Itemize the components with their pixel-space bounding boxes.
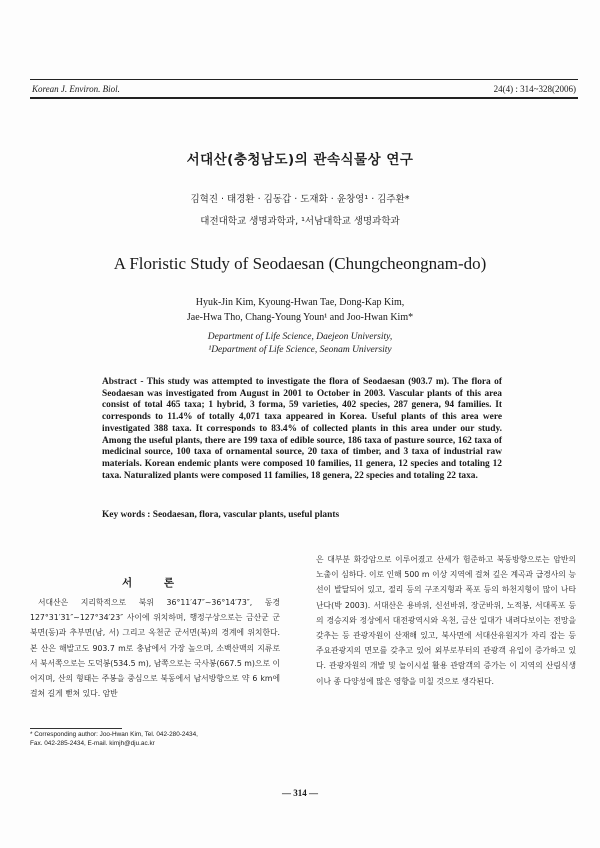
title-english: A Floristic Study of Seodaesan (Chungcheongnam-do) <box>113 254 487 273</box>
section-heading-introduction: 서 론 <box>122 577 188 589</box>
footnote-corresponding-author <box>30 731 300 748</box>
header-rule-top <box>30 79 578 80</box>
footnote-line: Fax. 042-285-2434, E-mail. kimjh@dju.ac.kr <box>30 739 155 747</box>
abstract: Abstract - This study was attempted to investigate the flora of Seodaesan (903.7 m). The flora of Seodaesan was investigated from August in 2001 to October in 2003. Vascular plants of this area consist of total 465 taxa; 1 hybrid, 3 forma, 59 varieties, 402 species, 287 genera, 94 families. It corresponds to 11.4% of totally 4,071 taxa appeared in Korea. Useful plants of this area were investigated 388 taxa. It corresponds to 83.4% of collected plants in this area under our study. Among the useful plants, there are 199 taxa of edible source, 186 taxa of pasture source, 162 taxa of medicinal source, 100 taxa of ornamental source, 20 taxa of timber, and 3 taxa of industrial raw materials. Korean endemic plants were composed 10 families, 11 genera, 12 species and totaling 12 taxa. Naturalized plants were composed 11 families, 18 genera, 22 species and totaling 22 taxa. <box>102 377 502 481</box>
keywords: Key words : Seodaesan, flora, vascular plants, useful plants <box>102 510 340 520</box>
journal-name: Korean J. Environ. Biol. <box>32 84 120 94</box>
citation: 24(4) : 314~328(2006) <box>493 84 576 94</box>
title-korean: 서대산(충청남도)의 관속식물상 연구 <box>186 152 414 168</box>
authors-korean: 김혁진 · 태경환 · 김동갑 · 도재화 · 윤창영¹ · 김주환* <box>190 194 410 205</box>
authors-english <box>0 296 600 325</box>
header-rule-bottom <box>30 97 578 99</box>
running-header <box>32 84 576 94</box>
affiliation-english-line: ¹Department of Life Science, Seonam University <box>208 344 392 355</box>
body-text-right-column: 은 대부분 화강암으로 이루어졌고 산세가 험준하고 북동방향으로는 암반의 노출이 심하다. 이로 인해 500 m 이상 지역에 걸쳐 깊은 계곡과 급경사의 능선이 발달되어 있고, 절리 등의 구조지형과 폭포 등의 하천지형이 많이 나타난다(박 2003). 서대산은 용바위, 신선바위, 장군바위, 노적봉, 서대폭포 등의 경승지와 정상에서 대전광역시와 옥천, 금산 일대가 내려다보이는 전망을 갖추는 등 관광자원이 산재해 있고, 북사면에 서대산유원지가 자리 잡는 등 주요관광지의 면모를 갖추고 있어 외부로부터의 관광객 유입이 증가하고 있다. 관광자원의 개발 및 놀이시설 활용 관람객의 증가는 이 지역의 산림식생이나 종 다양성에 많은 영향을 미칠 것으로 생각된다. <box>316 555 576 686</box>
authors-english-line: Hyuk-Jin Kim, Kyoung-Hwan Tae, Dong-Kap Kim, <box>195 297 405 308</box>
authors-english-line: Jae-Hwa Tho, Chang-Young Youn¹ and Joo-Hwan Kim* <box>186 311 414 323</box>
footnote-line: * Corresponding author: Joo-Hwan Kim, Tel. 042-280-2434, <box>30 731 198 738</box>
page-number: — 314 — <box>282 788 318 798</box>
footnote-divider <box>30 728 122 729</box>
affiliation-korean: 대전대학교 생명과학과, ¹서남대학교 생명과학과 <box>200 216 400 227</box>
affiliation-english <box>0 331 600 356</box>
affiliation-english-line: Department of Life Science, Daejeon University, <box>207 332 393 342</box>
body-text-left-column: 서대산은 지리학적으로 북위 36°11′47″~36°14′73″, 동경 127°31′31″~127°34′23″ 사이에 위치하며, 행정구상으로는 금산군 군북면(동)과 추부면(남, 서) 그리고 옥천군 군서면(북)의 경계에 위치한다. 본 산은 해발고도 903.7 m로 충남에서 가장 높으며, 소백산맥의 지류로서 북서쪽으로는 도덕봉(534.5 m), 남쪽으로는 국사봉(667.5 m)으로 이어지며, 산의 형태는 주봉을 중심으로 북동에서 남서방향으로 약 6 km에 걸쳐 길게 뻗쳐 있다. 암반 <box>30 598 280 699</box>
